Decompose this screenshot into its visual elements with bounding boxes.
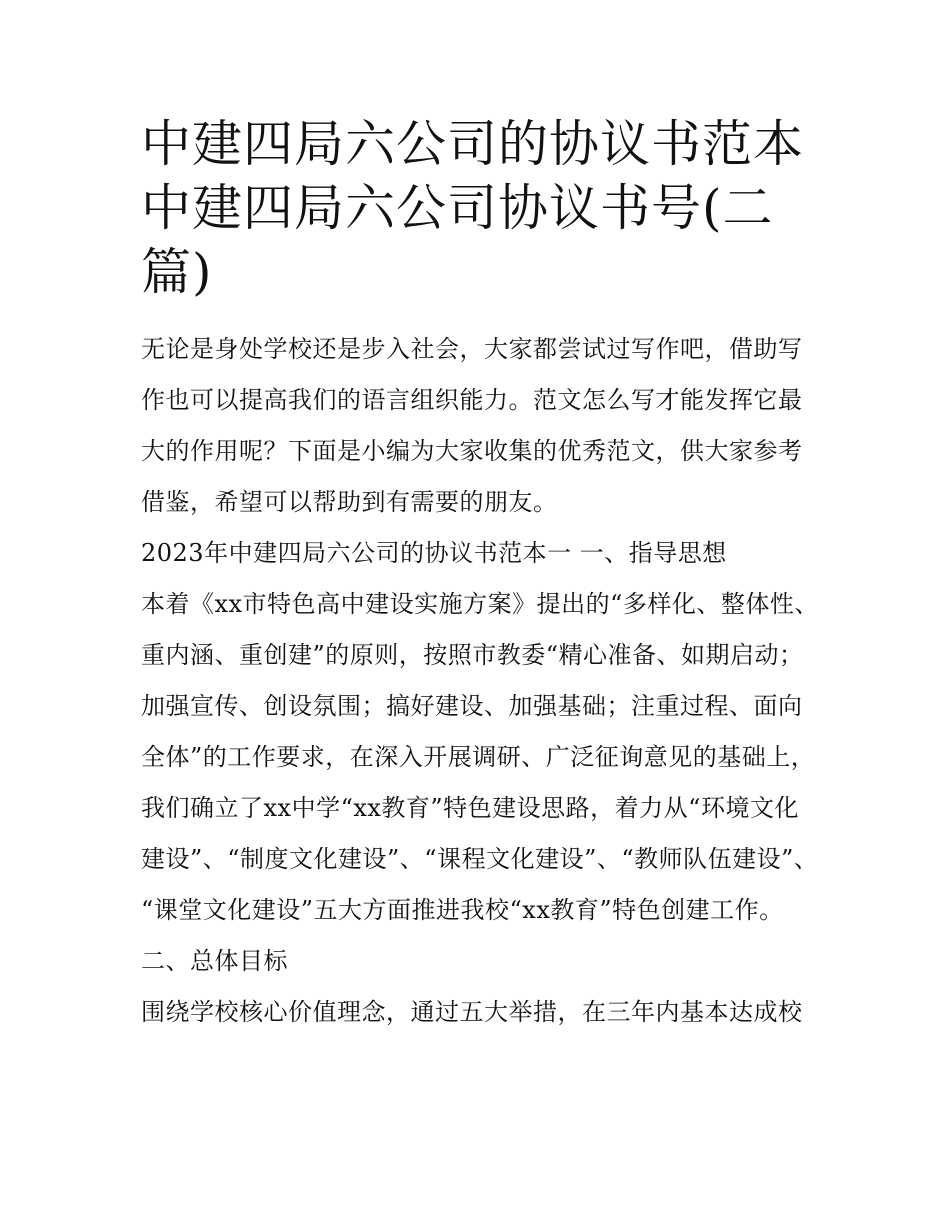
body-paragraph: 本着《xx市特色高中建设实施方案》提出的“多样化、整体性、重内涵、重创建”的原则，按照市教委“精心准备、如期启动；加强宣传、创设氛围；搞好建设、加强基础；注重过程、面向全体”的工作要求，在深入开展调研、广泛征询意见的基础上，我们确立了xx中学“xx教育”特色建设思路，着力从“环境文化建设”、“制度文化建设”、“课程文化建设”、“教师队伍建设”、 (141, 590, 819, 873)
body-paragraph: 围绕学校核心价值理念，通过五大举措，在三年内基本达成校 (141, 998, 803, 1026)
body-paragraph: “课堂文化建设”五大方面推进我校“xx教育”特色创建工作。 (141, 896, 784, 924)
section-heading-guiding-thought: 2023年中建四局六公司的协议书范本一 一、指导思想 (141, 539, 727, 567)
document-page (141, 112, 821, 1038)
section-heading-overall-goal: 二、总体目标 (141, 947, 288, 975)
document-title: 中建四局六公司的协议书范本 中建四局六公司协议书号(二篇) (141, 115, 804, 301)
intro-paragraph: 无论是身处学校还是步入社会，大家都尝试过写作吧，借助写作也可以提高我们的语言组织能力。范文怎么写才能发挥它最大的作用呢？下面是小编为大家收集的优秀范文，供大家参考借鉴，希望可以帮助到有需要的朋友。 (141, 335, 803, 516)
